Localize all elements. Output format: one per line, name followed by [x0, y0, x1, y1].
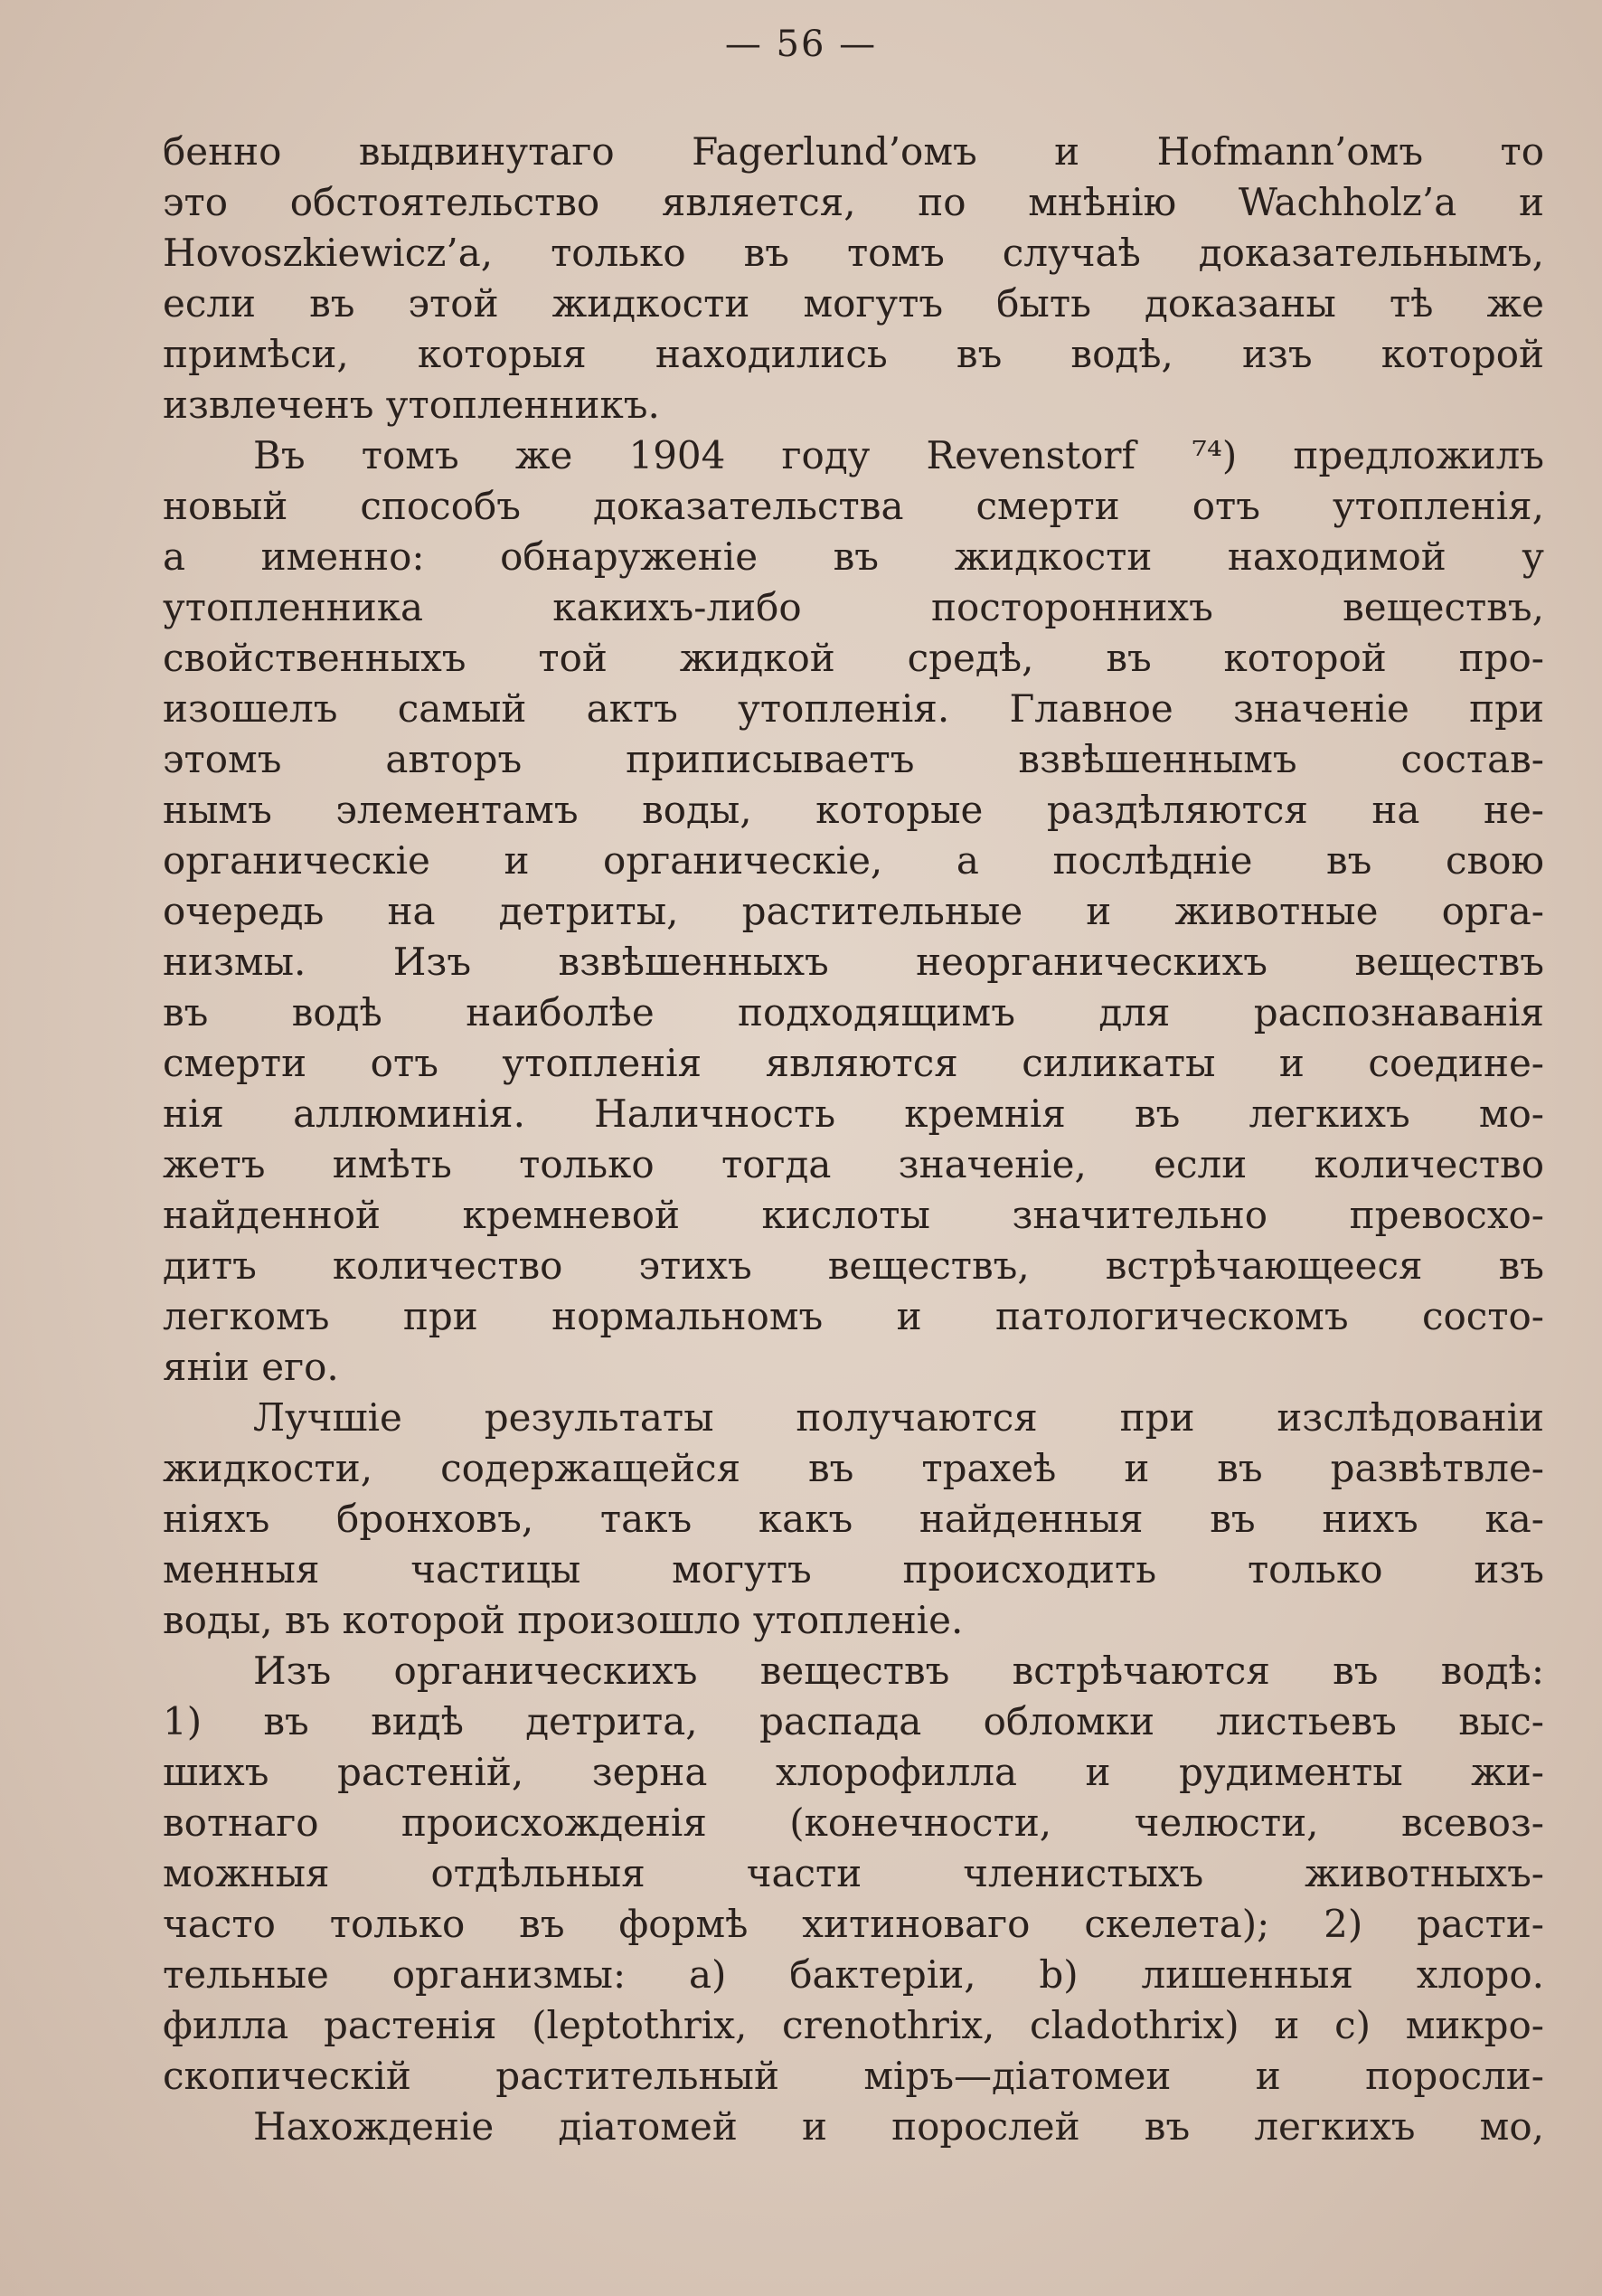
text-line: это обстоятельство является, по мнѣнію Wachholz’a и: [163, 180, 1544, 224]
text-line: очередь на детриты, растительные и животные орга-: [163, 889, 1544, 933]
text-line: утопленника какихъ-либо постороннихъ веществъ,: [163, 585, 1544, 629]
page-number: — 56 —: [724, 24, 878, 65]
text-line: жидкости, содержащейся въ трахеѣ и въ развѣтвле-: [163, 1446, 1544, 1490]
text-line: нія аллюминія. Наличность кремнія въ легкихъ мо-: [163, 1091, 1544, 1136]
text-line: нымъ элементамъ воды, которые раздѣляются на не-: [163, 788, 1544, 832]
text-line: воды, въ которой произошло утопленіе.: [163, 1598, 964, 1642]
text-line: филла растенія (leptothrix, crenothrix, cladothrix) и c) микро-: [163, 2003, 1544, 2047]
text-line: Изъ органическихъ веществъ встрѣчаются въ водѣ:: [253, 1649, 1544, 1693]
body-text: [163, 127, 1544, 2152]
text-line: часто только въ формѣ хитиноваго скелета); 2) расти-: [163, 1902, 1544, 1946]
text-line: легкомъ при нормальномъ и патологическомъ состо-: [163, 1294, 1544, 1338]
text-line: жетъ имѣть только тогда значеніе, если количество: [163, 1142, 1544, 1186]
text-line: этомъ авторъ приписываетъ взвѣшеннымъ состав-: [163, 737, 1544, 781]
text-line: найденной кремневой кислоты значительно превосхо-: [163, 1193, 1544, 1237]
text-line: низмы. Изъ взвѣшенныхъ неорганическихъ веществъ: [163, 940, 1544, 984]
text-line: тельные организмы: a) бактеріи, b) лишенныя хлоро.: [163, 1952, 1544, 1997]
text-line: ніяхъ бронховъ, такъ какъ найденныя въ нихъ ка-: [163, 1497, 1544, 1541]
text-line: а именно: обнаруженіе въ жидкости находимой у: [163, 534, 1544, 579]
text-line: вотнаго происхожденія (конечности, челюсти, всевоз-: [163, 1800, 1544, 1845]
text-line: новый способъ доказательства смерти отъ утопленія,: [163, 484, 1544, 528]
text-line: Въ томъ же 1904 году Revenstorf ⁷⁴) предложилъ: [253, 433, 1544, 477]
text-line: шихъ растеній, зерна хлорофилла и рудименты жи-: [163, 1750, 1544, 1794]
text-line: изошелъ самый актъ утопленія. Главное значеніе при: [163, 686, 1544, 731]
text-line: скопическій растительный міръ—діатомеи и поросли-: [163, 2054, 1544, 2098]
text-line: яніи его.: [163, 1345, 339, 1389]
text-line: 1) въ видѣ детрита, распада обломки листьевъ выс-: [163, 1699, 1544, 1743]
text-line: органическіе и органическіе, а послѣдніе въ свою: [163, 838, 1544, 883]
text-line: дитъ количество этихъ веществъ, встрѣчающееся въ: [163, 1243, 1544, 1288]
text-line: примѣси, которыя находились въ водѣ, изъ которой: [163, 332, 1544, 376]
text-line: смерти отъ утопленія являются силикаты и соедине-: [163, 1041, 1544, 1085]
text-line: менныя частицы могутъ происходить только изъ: [163, 1547, 1544, 1592]
text-line: въ водѣ наиболѣе подходящимъ для распознаванія: [163, 990, 1544, 1035]
text-line: Нахожденіе діатомей и порослей въ легкихъ мо,: [253, 2104, 1544, 2149]
text-line: можныя отдѣльныя части членистыхъ животныхъ-: [163, 1851, 1544, 1895]
text-line: свойственныхъ той жидкой средѣ, въ которой про-: [163, 636, 1544, 680]
text-line: если въ этой жидкости могутъ быть доказаны тѣ же: [163, 281, 1544, 326]
text-line: Hovoszkiewicz’a, только въ томъ случаѣ доказательнымъ,: [163, 231, 1544, 275]
text-line: извлеченъ утопленникъ.: [163, 383, 660, 427]
text-line: Лучшіе результаты получаются при изслѣдованіи: [253, 1395, 1544, 1440]
text-line: бенно выдвинутаго Fagerlund’омъ и Hofmann’омъ то: [163, 129, 1544, 174]
